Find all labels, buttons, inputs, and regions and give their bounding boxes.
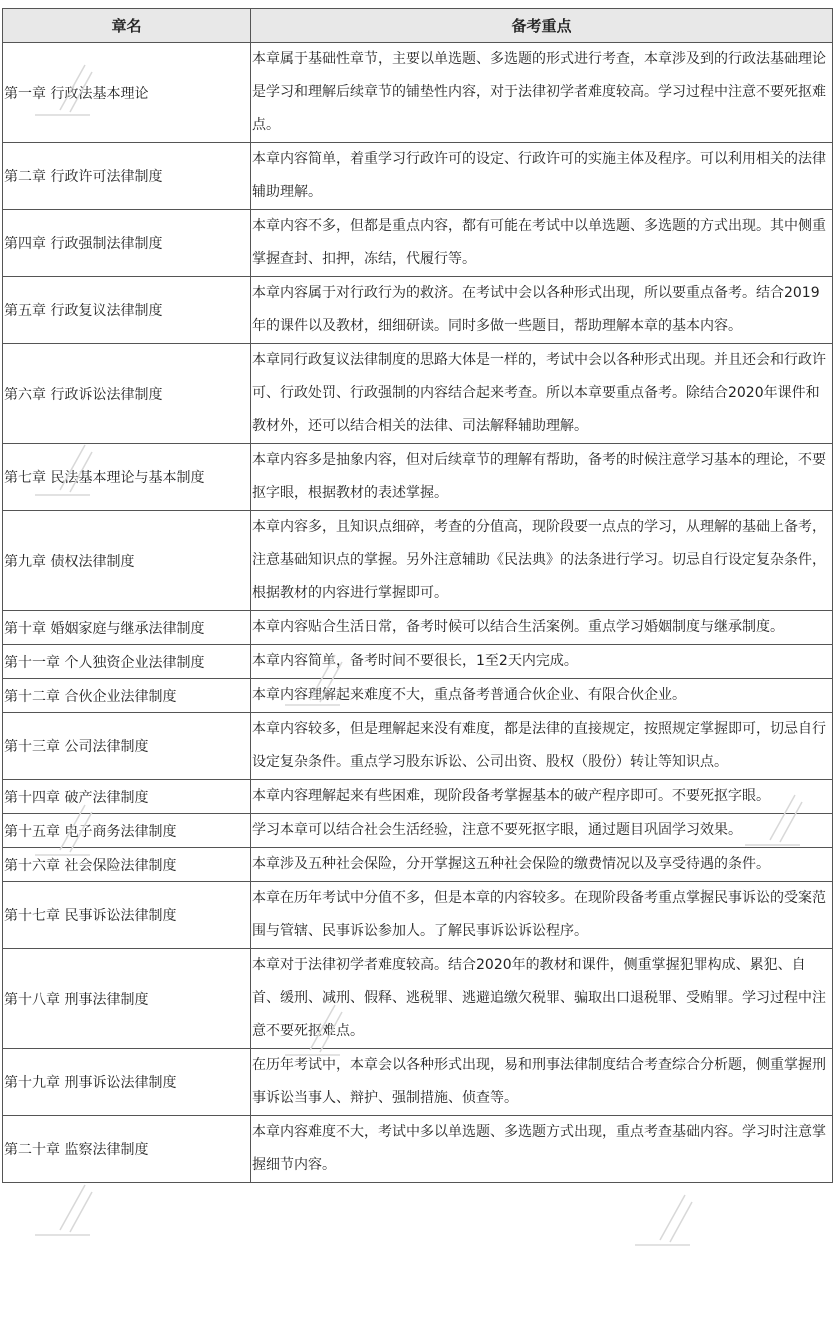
watermark-mark [630, 1190, 710, 1250]
chapter-cell: 第二十章 监察法律制度 [3, 1116, 251, 1183]
chapter-cell: 第十七章 民事诉讼法律制度 [3, 882, 251, 949]
chapter-cell: 第十章 婚姻家庭与继承法律制度 [3, 611, 251, 645]
chapter-cell: 第二章 行政许可法律制度 [3, 143, 251, 210]
study-focus-table [2, 8, 833, 1183]
table-row [3, 444, 833, 511]
chapter-cell: 第十二章 合伙企业法律制度 [3, 679, 251, 713]
chapter-cell: 第七章 民法基本理论与基本制度 [3, 444, 251, 511]
header-row [3, 9, 833, 43]
chapter-cell: 第十九章 刑事诉讼法律制度 [3, 1049, 251, 1116]
focus-cell: 本章在历年考试中分值不多，但是本章的内容较多。在现阶段备考重点掌握民事诉讼的受案范围与管辖、民事诉讼参加人。了解民事诉讼诉讼程序。 [251, 882, 833, 949]
focus-cell: 本章内容难度不大，考试中多以单选题、多选题方式出现，重点考查基础内容。学习时注意掌握细节内容。 [251, 1116, 833, 1183]
focus-cell: 本章内容简单，备考时间不要很长，1至2天内完成。 [251, 645, 833, 679]
table-row [3, 210, 833, 277]
chapter-cell: 第十三章 公司法律制度 [3, 713, 251, 780]
watermark-mark [30, 1180, 110, 1240]
table-row [3, 814, 833, 848]
focus-cell: 本章内容简单，着重学习行政许可的设定、行政许可的实施主体及程序。可以利用相关的法律辅助理解。 [251, 143, 833, 210]
table-row [3, 1116, 833, 1183]
table-row [3, 611, 833, 645]
focus-cell: 本章内容不多，但都是重点内容，都有可能在考试中以单选题、多选题的方式出现。其中侧重掌握查封、扣押，冻结，代履行等。 [251, 210, 833, 277]
table-row [3, 645, 833, 679]
chapter-cell: 第一章 行政法基本理论 [3, 43, 251, 143]
chapter-header: 章名 [3, 9, 251, 43]
table-row [3, 713, 833, 780]
chapter-cell: 第五章 行政复议法律制度 [3, 277, 251, 344]
focus-cell: 本章内容属于对行政行为的救济。在考试中会以各种形式出现，所以要重点备考。结合2019年的课件以及教材，细细研读。同时多做一些题目，帮助理解本章的基本内容。 [251, 277, 833, 344]
table-row [3, 143, 833, 210]
table-row [3, 780, 833, 814]
chapter-cell: 第六章 行政诉讼法律制度 [3, 344, 251, 444]
table-row [3, 882, 833, 949]
focus-cell: 在历年考试中，本章会以各种形式出现，易和刑事法律制度结合考查综合分析题，侧重掌握刑事诉讼当事人、辩护、强制措施、侦查等。 [251, 1049, 833, 1116]
focus-cell: 本章内容较多，但是理解起来没有难度，都是法律的直接规定，按照规定掌握即可，切忌自行设定复杂条件。重点学习股东诉讼、公司出资、股权（股份）转让等知识点。 [251, 713, 833, 780]
table-row [3, 679, 833, 713]
focus-cell: 本章内容理解起来难度不大，重点备考普通合伙企业、有限合伙企业。 [251, 679, 833, 713]
chapter-cell: 第十五章 电子商务法律制度 [3, 814, 251, 848]
focus-cell: 本章对于法律初学者难度较高。结合2020年的教材和课件，侧重掌握犯罪构成、累犯、自首、缓刑、减刑、假释、逃税罪、逃避追缴欠税罪、骗取出口退税罪、受贿罪。学习过程中注意不要死抠难点。 [251, 949, 833, 1049]
chapter-cell: 第九章 债权法律制度 [3, 511, 251, 611]
table-row [3, 277, 833, 344]
focus-cell: 本章内容贴合生活日常，备考时候可以结合生活案例。重点学习婚姻制度与继承制度。 [251, 611, 833, 645]
focus-cell: 本章涉及五种社会保险，分开掌握这五种社会保险的缴费情况以及享受待遇的条件。 [251, 848, 833, 882]
table-row [3, 848, 833, 882]
chapter-cell: 第十一章 个人独资企业法律制度 [3, 645, 251, 679]
focus-cell: 本章内容理解起来有些困难，现阶段备考掌握基本的破产程序即可。不要死抠字眼。 [251, 780, 833, 814]
table-row [3, 511, 833, 611]
focus-cell: 本章属于基础性章节，主要以单选题、多选题的形式进行考查，本章涉及到的行政法基础理论是学习和理解后续章节的铺垫性内容，对于法律初学者难度较高。学习过程中注意不要死抠难点。 [251, 43, 833, 143]
focus-cell: 本章同行政复议法律制度的思路大体是一样的，考试中会以各种形式出现。并且还会和行政许可、行政处罚、行政强制的内容结合起来考查。所以本章要重点备考。除结合2020年课件和教材外，还可以结合相关的法律、司法解释辅助理解。 [251, 344, 833, 444]
chapter-cell: 第十八章 刑事法律制度 [3, 949, 251, 1049]
focus-cell: 本章内容多，且知识点细碎，考查的分值高，现阶段要一点点的学习，从理解的基础上备考，注意基础知识点的掌握。另外注意辅助《民法典》的法条进行学习。切忌自行设定复杂条件，根据教材的内容进行掌握即可。 [251, 511, 833, 611]
chapter-cell: 第十六章 社会保险法律制度 [3, 848, 251, 882]
chapter-cell: 第四章 行政强制法律制度 [3, 210, 251, 277]
focus-cell: 学习本章可以结合社会生活经验，注意不要死抠字眼，通过题目巩固学习效果。 [251, 814, 833, 848]
focus-cell: 本章内容多是抽象内容，但对后续章节的理解有帮助，备考的时候注意学习基本的理论，不要抠字眼，根据教材的表述掌握。 [251, 444, 833, 511]
chapter-cell: 第十四章 破产法律制度 [3, 780, 251, 814]
focus-header: 备考重点 [251, 9, 833, 43]
table-row [3, 43, 833, 143]
table-row [3, 344, 833, 444]
table-row [3, 949, 833, 1049]
table-row [3, 1049, 833, 1116]
